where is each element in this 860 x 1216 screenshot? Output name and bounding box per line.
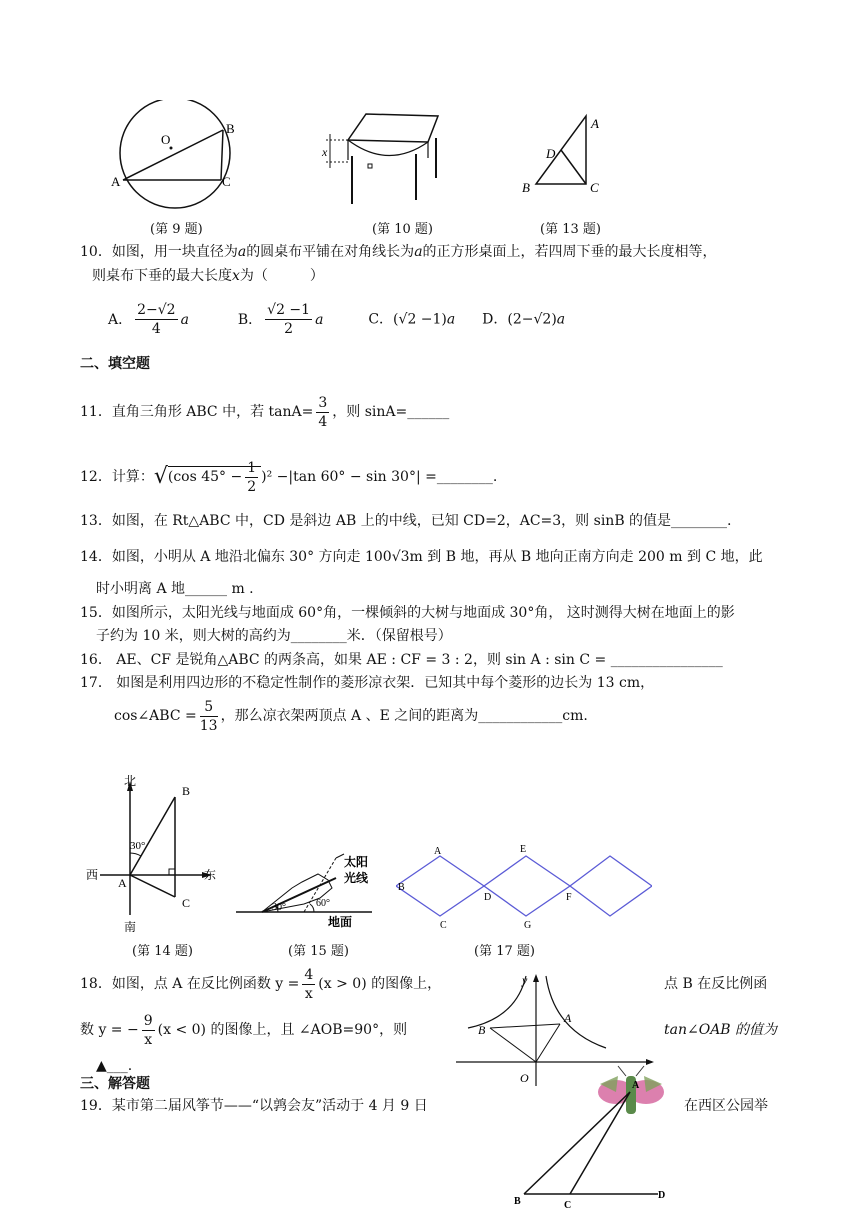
fig14-label-south: 南: [124, 920, 137, 934]
q10-line1: 10．如图，用一块直径为a的圆桌布平铺在对角线长为a的正方形桌面上，若四周下垂的最大长度相等，: [80, 244, 717, 260]
fig14-label-b: B: [182, 784, 191, 798]
fig18-label-b: B: [478, 1023, 486, 1037]
fig19-label-c: C: [564, 1200, 572, 1211]
section-fill-in-heading: 二、填空题: [80, 356, 150, 372]
fig17-label-e: E: [520, 844, 527, 855]
q10-option-b[interactable]: B． $\frac{√2 -1}{2}$ a: [237, 302, 324, 337]
fig17-label-a: A: [434, 846, 442, 857]
q18-line2-right: tan∠OAB 的值为: [664, 1022, 778, 1038]
q18-line3: ▲___.: [96, 1058, 133, 1074]
fig13-label-c: C: [590, 180, 599, 195]
fig9-label-a: A: [111, 174, 121, 189]
fig19-label-d: D: [658, 1190, 666, 1201]
q10-line2: 则桌布下垂的最大长度x为（ ）: [92, 268, 324, 284]
q10-option-a[interactable]: A． $\frac{2-√2}{4}$ a: [108, 302, 189, 337]
fig18-label-y: y: [522, 973, 528, 987]
q13: 13．如图，在 Rt△ABC 中，CD 是斜边 AB 上的中线，已知 CD=2，AC=3，则 sinB 的值是________.: [80, 513, 732, 529]
fig10-caption: (第 10 题): [372, 222, 433, 237]
fig17-label-d: D: [484, 892, 492, 903]
fig19-label-b: B: [514, 1196, 521, 1207]
figure-10-table: [318, 108, 448, 208]
fig14-label-a: A: [118, 876, 127, 890]
figure-14-compass: [80, 775, 220, 935]
fig9-label-c: C: [222, 174, 231, 189]
fig9-label-b: B: [226, 121, 235, 136]
fig9-caption: (第 9 题): [150, 222, 203, 237]
fig14-label-angle: 30°: [130, 840, 146, 852]
fig17-label-b: B: [398, 882, 405, 893]
fig14-label-c: C: [182, 896, 191, 910]
fig18-label-o: O: [520, 1071, 529, 1085]
q17-line1: 17． 如图是利用四边形的不稳定性制作的菱形凉衣架．已知其中每个菱形的边长为 13 cm，: [80, 675, 655, 691]
fig10-label-x: x: [322, 145, 328, 159]
fig15-label-ground: 地面: [328, 915, 353, 929]
fig17-label-g: G: [524, 920, 532, 931]
fig14-label-north: 北: [124, 775, 137, 788]
fig19-label-a: A: [632, 1080, 640, 1091]
figure-9-circle: [105, 100, 255, 212]
q18-line2: 数 y = − $\frac{9}{x}$ (x < 0) 的图像上，且 ∠AOB=90°，则: [80, 1012, 408, 1048]
fig13-label-d: D: [546, 146, 556, 161]
fig15-label-sun1: 太阳: [344, 855, 369, 869]
fig15-label-sun2: 光线: [344, 871, 369, 885]
fig14-label-east: 东: [204, 868, 217, 882]
q15-line1: 15．如图所示，太阳光线与地面成 60°角，一棵倾斜的大树与地面成 30°角， 这时测得大树在地面上的影: [80, 605, 735, 621]
figure-13-triangle: [518, 112, 613, 200]
q10-option-d[interactable]: D．(2−√2)a: [482, 311, 566, 328]
section-solve-heading: 三、解答题: [80, 1076, 150, 1092]
q14-line1: 14．如图，小明从 A 地沿北偏东 30° 方向走 100√3m 到 B 地，再从 B 地向正南方向走 200 m 到 C 地，此: [80, 549, 763, 565]
q10-options: [108, 301, 565, 338]
q15-line2: 子约为 10 米，则大树的高约为________米．（保留根号）: [96, 628, 452, 644]
fig15-label-30: 30°: [272, 902, 286, 913]
figure-17-rhombus-rack: [396, 840, 652, 932]
q18-line1-right: 点 B 在反比例函: [664, 976, 768, 992]
fig9-label-o: O: [161, 132, 171, 147]
fig15-label-60: 60°: [316, 898, 330, 909]
q17-line2: cos∠ABC = $\frac{5}{13}$ ，那么凉衣架两顶点 A 、E 之间的距离为____________cm.: [114, 698, 588, 734]
q18-line1: 18．如图，点 A 在反比例函数 y = $\frac{4}{x}$ (x > 0) 的图像上，: [80, 966, 442, 1002]
q19-line1: 19．某市第二届风筝节——“以鹑会友”活动于 4 月 9 日: [80, 1098, 428, 1114]
fig13-label-a: A: [591, 116, 599, 131]
fig18-label-a: A: [564, 1011, 572, 1025]
q12: 12．计算：√(cos 45° − $\frac{1}{2}$ )² −|tan 60° − sin 30°| =________.: [80, 459, 498, 495]
figure-19-kite: [508, 1062, 678, 1214]
fig17-caption: (第 17 题): [474, 944, 535, 959]
q19-line2: 在西区公园举: [684, 1098, 768, 1114]
q11: 11．直角三角形 ABC 中，若 tanA= $\frac{3}{4}$ ，则 sinA=______: [80, 394, 450, 430]
q16: 16． AE、CF 是锐角△ABC 的两条高，如果 AE : CF = 3 : 2，则 sin A : sin C = ________________: [80, 652, 723, 668]
figure-15-tree-shadow: [232, 852, 392, 930]
fig13-label-b: B: [522, 180, 530, 195]
fig17-label-c: C: [440, 920, 447, 931]
q14-line2: 时小明离 A 地______ m .: [96, 581, 254, 597]
fig14-label-west: 西: [86, 868, 99, 882]
fig15-caption: (第 15 题): [288, 944, 349, 959]
fig13-caption: (第 13 题): [540, 222, 601, 237]
fig14-caption: (第 14 题): [132, 944, 193, 959]
fig17-label-f: F: [566, 892, 572, 903]
q10-option-c[interactable]: C．(√2 −1)a: [368, 311, 456, 328]
